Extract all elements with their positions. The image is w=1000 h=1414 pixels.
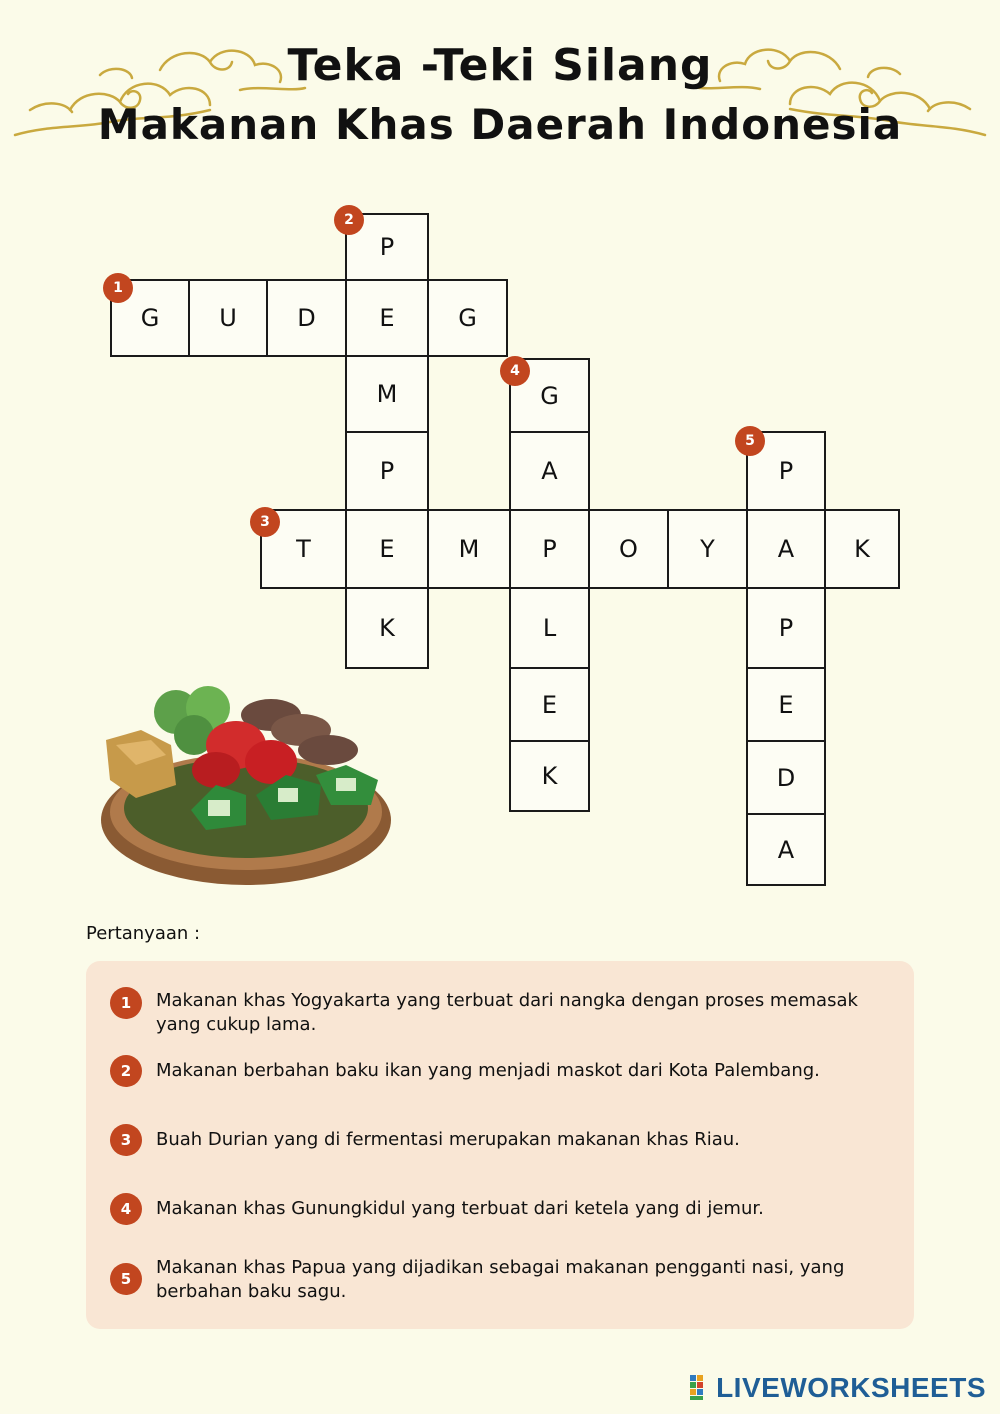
crossword-cell[interactable]: G (509, 358, 590, 433)
crossword-cell[interactable]: A (509, 431, 590, 511)
page-title-line1: Teka -Teki Silang (287, 40, 713, 91)
crossword-cell[interactable]: G (427, 279, 508, 357)
clue-number-badge: 3 (110, 1124, 142, 1156)
crossword-cell[interactable]: L (509, 587, 590, 669)
crossword-cell[interactable]: A (746, 509, 826, 589)
clue-number-marker: 5 (735, 426, 765, 456)
liveworksheets-logo-icon (690, 1375, 712, 1401)
crossword-cell[interactable]: P (509, 509, 590, 589)
clue-number-badge: 4 (110, 1193, 142, 1225)
clue-text: Buah Durian yang di fermentasi merupakan makanan khas Riau. (156, 1129, 740, 1150)
crossword-cell[interactable]: K (345, 587, 429, 669)
clue-text: Makanan khas Gunungkidul yang terbuat dari ketela yang di jemur. (156, 1198, 764, 1219)
clue-number-marker: 2 (334, 205, 364, 235)
liveworksheets-brand[interactable] (690, 1372, 986, 1404)
crossword-cell[interactable]: M (345, 355, 429, 433)
clue-text: Makanan khas Papua yang dijadikan sebagai makanan pengganti nasi, yang berbahan baku sagu. (156, 1257, 845, 1302)
clue-number-marker: 4 (500, 356, 530, 386)
clue-number-badge: 5 (110, 1263, 142, 1295)
crossword-cell[interactable]: K (824, 509, 900, 589)
clue-number-marker: 1 (103, 273, 133, 303)
clue-list (86, 961, 914, 1329)
crossword-cell[interactable]: E (345, 279, 429, 357)
crossword-cell[interactable]: P (746, 431, 826, 511)
clue-number-badge: 2 (110, 1055, 142, 1087)
clue-text: Makanan khas Yogyakarta yang terbuat dari nangka dengan proses memasak yang cukup lama. (156, 990, 858, 1035)
crossword-cell[interactable]: Y (667, 509, 748, 589)
crossword-cell[interactable]: T (260, 509, 347, 589)
crossword-cell[interactable]: K (509, 740, 590, 812)
crossword-cell[interactable]: E (746, 667, 826, 742)
questions-label: Pertanyaan : (86, 923, 201, 944)
crossword-cell[interactable]: P (746, 587, 826, 669)
crossword-cell[interactable]: A (746, 813, 826, 886)
crossword-cell[interactable]: P (345, 213, 429, 281)
crossword-cell[interactable]: G (110, 279, 190, 357)
clue-text: Makanan berbahan baku ikan yang menjadi maskot dari Kota Palembang. (156, 1060, 820, 1081)
crossword-cell[interactable]: P (345, 431, 429, 511)
crossword-cell[interactable]: D (266, 279, 347, 357)
traditional-snacks-plate-illustration (96, 680, 396, 890)
crossword-cell[interactable]: E (345, 509, 429, 589)
crossword-cell[interactable]: E (509, 667, 590, 742)
page-title-line2: Makanan Khas Daerah Indonesia (97, 100, 903, 149)
crossword-cell[interactable]: D (746, 740, 826, 815)
brand-name: LIVEWORKSHEETS (716, 1372, 986, 1403)
clue-number-badge: 1 (110, 987, 142, 1019)
crossword-cell[interactable]: O (588, 509, 669, 589)
crossword-cell[interactable]: U (188, 279, 268, 357)
clue-number-marker: 3 (250, 507, 280, 537)
crossword-cell[interactable]: M (427, 509, 511, 589)
